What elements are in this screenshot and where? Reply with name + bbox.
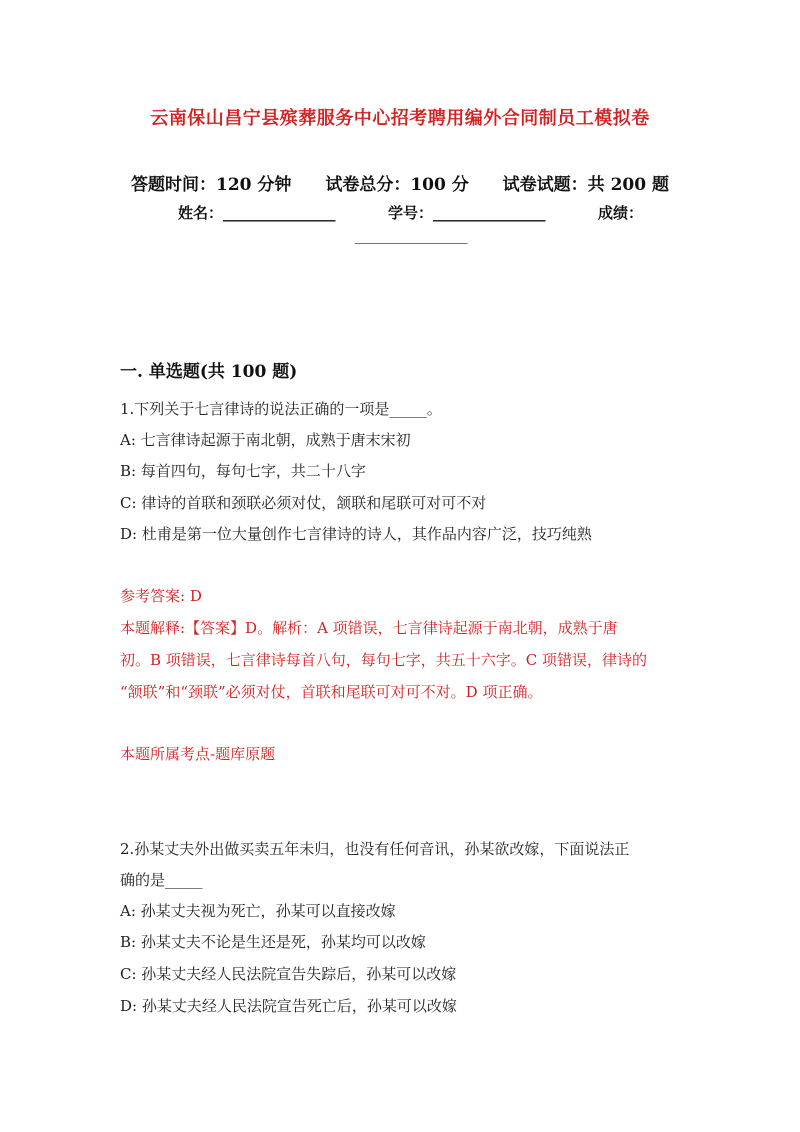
question-2-option-d: D: 孙某丈夫经人民法院宣告死亡后，孙某可以改嫁 bbox=[120, 997, 457, 1015]
exam-total-score: 试卷总分：100 分 bbox=[325, 175, 469, 195]
question-1-explanation-line-1: 本题解释:【答案】D。解析：A 项错误，七言律诗起源于南北朝，成熟于唐 bbox=[120, 619, 618, 637]
question-2-stem-line-1: 2.孙某丈夫外出做买卖五年未归，也没有任何音讯，孙某欲改嫁，下面说法正 bbox=[120, 840, 630, 858]
question-1-answer: 参考答案: D bbox=[120, 587, 202, 605]
question-1-option-a: A: 七言律诗起源于南北朝，成熟于唐末宋初 bbox=[120, 431, 411, 449]
section-heading: 一. 单选题(共 100 题) bbox=[120, 362, 298, 382]
question-2-option-a: A: 孙某丈夫视为死亡，孙某可以直接改嫁 bbox=[120, 902, 396, 920]
question-1-source: 本题所属考点-题库原题 bbox=[120, 745, 276, 763]
question-1-explanation-line-3: “颔联”和“颈联”必须对仗，首联和尾联可对可不对。D 项正确。 bbox=[120, 683, 543, 701]
question-2-stem-line-2: 确的是_____ bbox=[120, 871, 203, 889]
grade-label: 成绩： bbox=[598, 204, 644, 222]
question-1-option-c: C: 律诗的首联和颈联必须对仗，颔联和尾联可对可不对 bbox=[120, 494, 487, 512]
question-1-stem: 1.下列关于七言律诗的说法正确的一项是_____。 bbox=[120, 400, 442, 418]
question-1-explanation-line-2: 初。B 项错误，七言律诗每首八句，每句七字，共五十六字。C 项错误，律诗的 bbox=[120, 651, 648, 669]
exam-question-count: 试卷试题：共 200 题 bbox=[502, 175, 669, 195]
student-id-field: 学号：_______________ bbox=[388, 204, 546, 222]
grade-field-line: _______________ bbox=[355, 226, 468, 244]
question-1-option-d: D: 杜甫是第一位大量创作七言律诗的诗人，其作品内容广泛，技巧纯熟 bbox=[120, 525, 592, 543]
question-2-option-b: B: 孙某丈夫不论是生还是死，孙某均可以改嫁 bbox=[120, 933, 426, 951]
name-field: 姓名：_______________ bbox=[178, 204, 336, 222]
exam-time: 答题时间：120 分钟 bbox=[131, 175, 292, 195]
exam-title: 云南保山昌宁县殡葬服务中心招考聘用编外合同制员工模拟卷 bbox=[150, 108, 650, 129]
exam-meta bbox=[0, 170, 800, 195]
question-1-option-b: B: 每首四句，每句七字，共二十八字 bbox=[120, 462, 366, 480]
question-2-option-c: C: 孙某丈夫经人民法院宣告失踪后，孙某可以改嫁 bbox=[120, 965, 457, 983]
